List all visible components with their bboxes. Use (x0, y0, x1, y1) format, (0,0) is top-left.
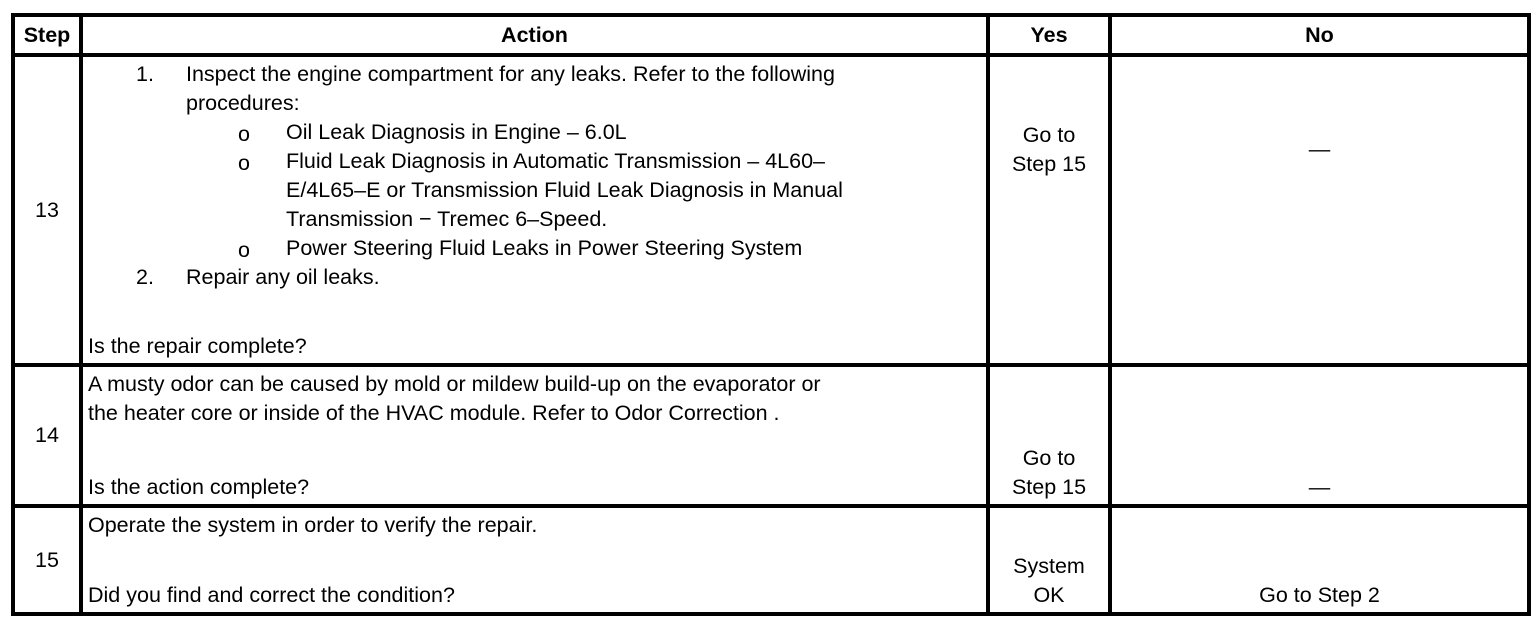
yes-text: Step 15 (1011, 152, 1087, 176)
header-step: Step (13, 15, 81, 55)
action-cell (81, 506, 988, 614)
question-text: Did you find and correct the condition? (88, 583, 455, 607)
yes-text: Step 15 (1011, 475, 1087, 499)
step-number: 15 (13, 506, 81, 614)
header-action: Action (81, 15, 988, 55)
step-number: 14 (13, 365, 81, 506)
list-text: procedures: (186, 91, 300, 115)
action-cell (81, 365, 988, 506)
action-cell (81, 55, 988, 365)
list-item (88, 60, 986, 263)
yes-cell (988, 506, 1110, 614)
action-text: A musty odor can be caused by mold or mildew build-up on the evaporator or (88, 372, 821, 396)
dash-text: — (1308, 475, 1331, 499)
yes-cell (988, 365, 1110, 506)
table-row (13, 365, 1529, 506)
list-number: 2. (136, 265, 154, 289)
no-cell (1110, 55, 1529, 365)
sub-list-text: Power Steering Fluid Leaks in Power Steering System (286, 236, 803, 260)
header-row (13, 15, 1529, 55)
step-number: 13 (13, 55, 81, 365)
list-number: 1. (136, 62, 154, 86)
dash-text: — (1308, 137, 1331, 161)
bullet-icon: o (238, 238, 250, 262)
question-text: Is the repair complete? (88, 334, 307, 358)
list-text: Inspect the engine compartment for any leaks. Refer to the following (186, 62, 835, 86)
action-text: the heater core or inside of the HVAC module. Refer to Odor Correction . (88, 401, 780, 425)
sub-list-item (186, 147, 986, 234)
list-text: Repair any oil leaks. (186, 265, 380, 289)
sub-list-text: Fluid Leak Diagnosis in Automatic Transmission – 4L60– (286, 149, 825, 173)
header-no: No (1110, 15, 1529, 55)
table-row (13, 55, 1529, 365)
sub-list-text: E/4L65–E or Transmission Fluid Leak Diagnosis in Manual (286, 178, 843, 202)
header-yes: Yes (988, 15, 1110, 55)
list-item (88, 263, 986, 292)
no-text: Go to Step 2 (1259, 583, 1380, 607)
no-cell (1110, 506, 1529, 614)
sub-list-text: Transmission − Tremec 6–Speed. (286, 207, 608, 231)
yes-text: OK (1033, 583, 1065, 607)
sub-list-item (186, 234, 986, 263)
sub-list-text: Oil Leak Diagnosis in Engine – 6.0L (286, 120, 627, 144)
yes-text: Go to (1022, 123, 1076, 147)
table-row (13, 506, 1529, 614)
action-text: Operate the system in order to verify the repair. (88, 513, 538, 537)
bullet-icon: o (238, 122, 250, 146)
bullet-icon: o (238, 151, 250, 175)
yes-cell (988, 55, 1110, 365)
yes-text: System (1013, 554, 1085, 578)
no-cell (1110, 365, 1529, 506)
yes-text: Go to (1022, 446, 1076, 470)
sub-list (186, 118, 986, 263)
numbered-list (88, 57, 986, 292)
question-text: Is the action complete? (88, 475, 310, 499)
diagnostic-table (11, 13, 1531, 616)
sub-list-item (186, 118, 986, 147)
